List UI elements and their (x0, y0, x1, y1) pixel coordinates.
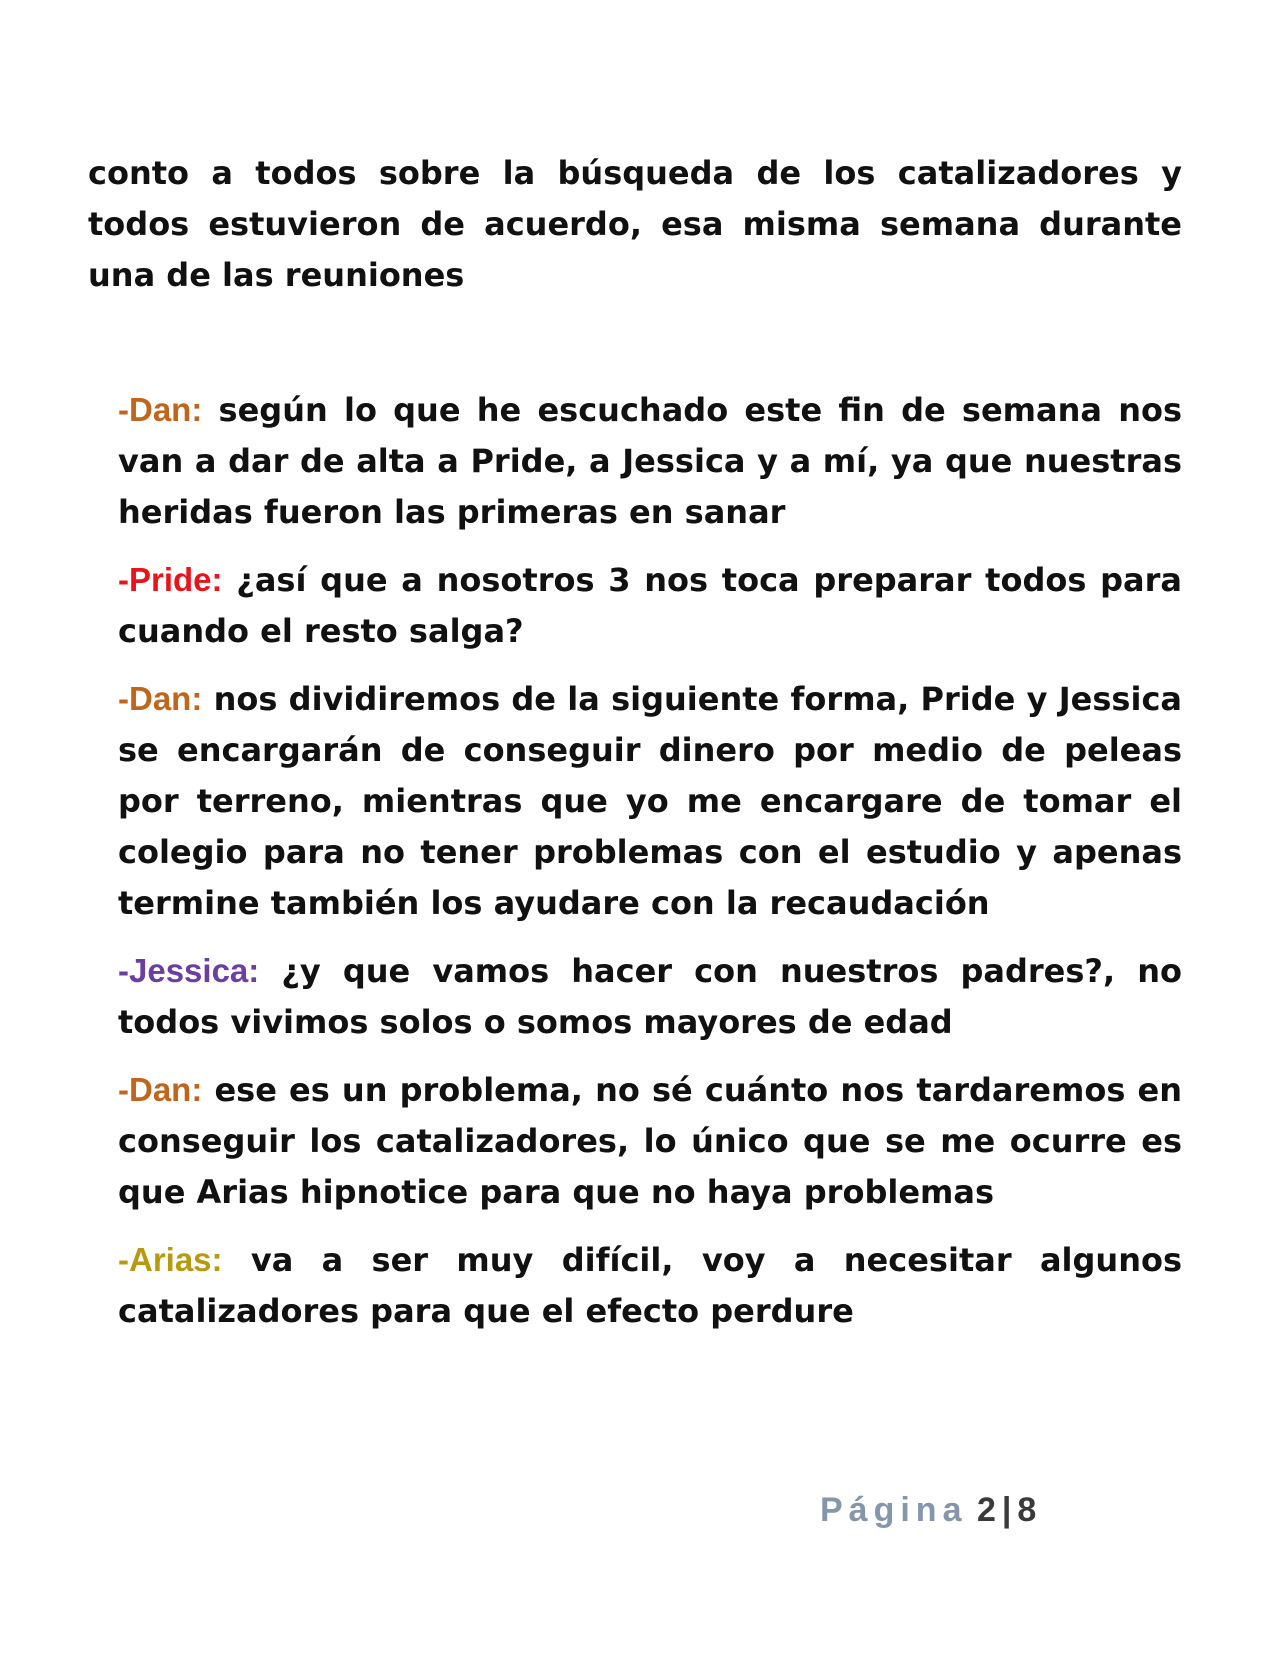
page-separator: | (1001, 1491, 1012, 1529)
speaker-arias: -Arias: (118, 1241, 223, 1278)
dialogue-text: va a ser muy difícil, voy a necesitar algunos catalizadores para que el efecto perdure (118, 1241, 1182, 1330)
speaker-dan: -Dan: (118, 1071, 203, 1108)
speaker-dan: -Dan: (118, 680, 203, 717)
dialogue-line-dan-3 (118, 1064, 1182, 1218)
speaker-jessica: -Jessica: (118, 952, 260, 989)
dialogue-text: según lo que he escuchado este fin de semana nos van a dar de alta a Pride, a Jessica y a mí, ya que nuestras heridas fueron las primeras en sanar (118, 391, 1182, 531)
dialogue-line-jessica-1 (118, 945, 1182, 1048)
dialogue-text: ese es un problema, no sé cuánto nos tardaremos en conseguir los catalizadores, lo único que se me ocurre es que Arias hipnotice para que no haya problemas (118, 1071, 1182, 1211)
dialogue-block (118, 384, 1182, 1353)
page-footer (820, 1488, 1080, 1532)
dialogue-text: ¿así que a nosotros 3 nos toca preparar todos para cuando el resto salga? (118, 561, 1182, 650)
dialogue-text: nos dividiremos de la siguiente forma, Pride y Jessica se encargarán de conseguir dinero por medio de peleas por terreno, mientras que yo me encargare de tomar el colegio para no tener problemas con el estudio y apenas termine también los ayudare con la recaudación (118, 680, 1182, 922)
dialogue-line-pride-1 (118, 554, 1182, 657)
speaker-pride: -Pride: (118, 561, 223, 598)
dialogue-text: ¿y que vamos hacer con nuestros padres?, no todos vivimos solos o somos mayores de edad (118, 952, 1182, 1041)
intro-paragraph: conto a todos sobre la búsqueda de los catalizadores y todos estuvieron de acuerdo, esa misma semana durante una de las reuniones (88, 154, 1182, 294)
page-label: Página (820, 1491, 968, 1529)
page-total: 8 (1017, 1491, 1037, 1529)
dialogue-line-dan-1 (118, 384, 1182, 538)
dialogue-line-dan-2 (118, 673, 1182, 929)
page-number: 2 (976, 1491, 996, 1529)
dialogue-line-arias-1 (118, 1234, 1182, 1337)
speaker-dan: -Dan: (118, 391, 203, 428)
